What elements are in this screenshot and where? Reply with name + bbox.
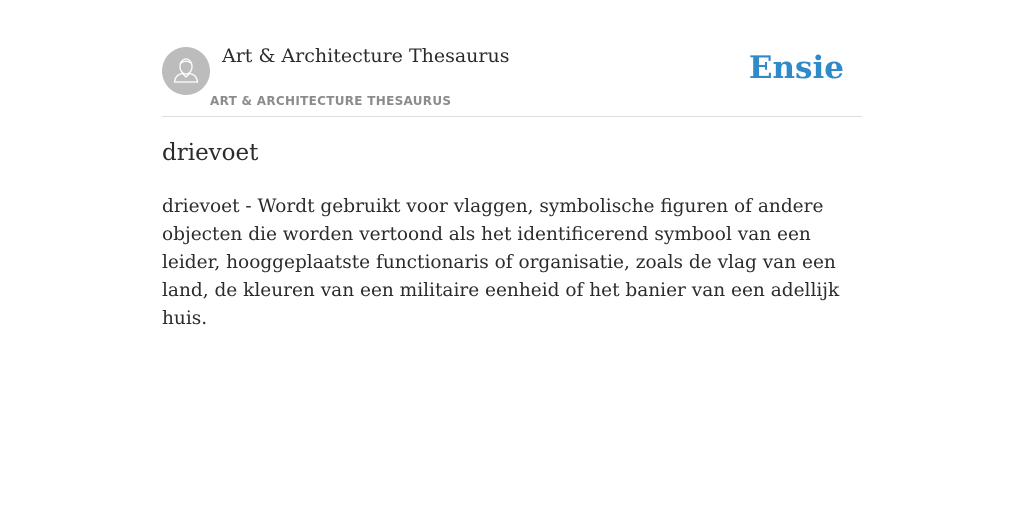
ensie-logo[interactable]: Ensie: [748, 50, 844, 86]
author-source-label[interactable]: ART & ARCHITECTURE THESAURUS: [210, 94, 452, 108]
entry-header: [162, 0, 862, 117]
author-name[interactable]: Art & Architecture Thesaurus: [222, 45, 510, 67]
entry-definition: drievoet - Wordt gebruikt voor vlaggen, symbolische figuren of andere objecten die worden vertoond als het identificerend symbool van een leider, hooggeplaatste functionaris of organisatie, zoals de vlag van een land, de kleuren van een militaire eenheid of het banier van een adellijk huis.: [162, 196, 840, 329]
entry-title: drievoet: [162, 140, 259, 166]
user-icon: [162, 47, 210, 95]
author-avatar[interactable]: [162, 47, 210, 95]
